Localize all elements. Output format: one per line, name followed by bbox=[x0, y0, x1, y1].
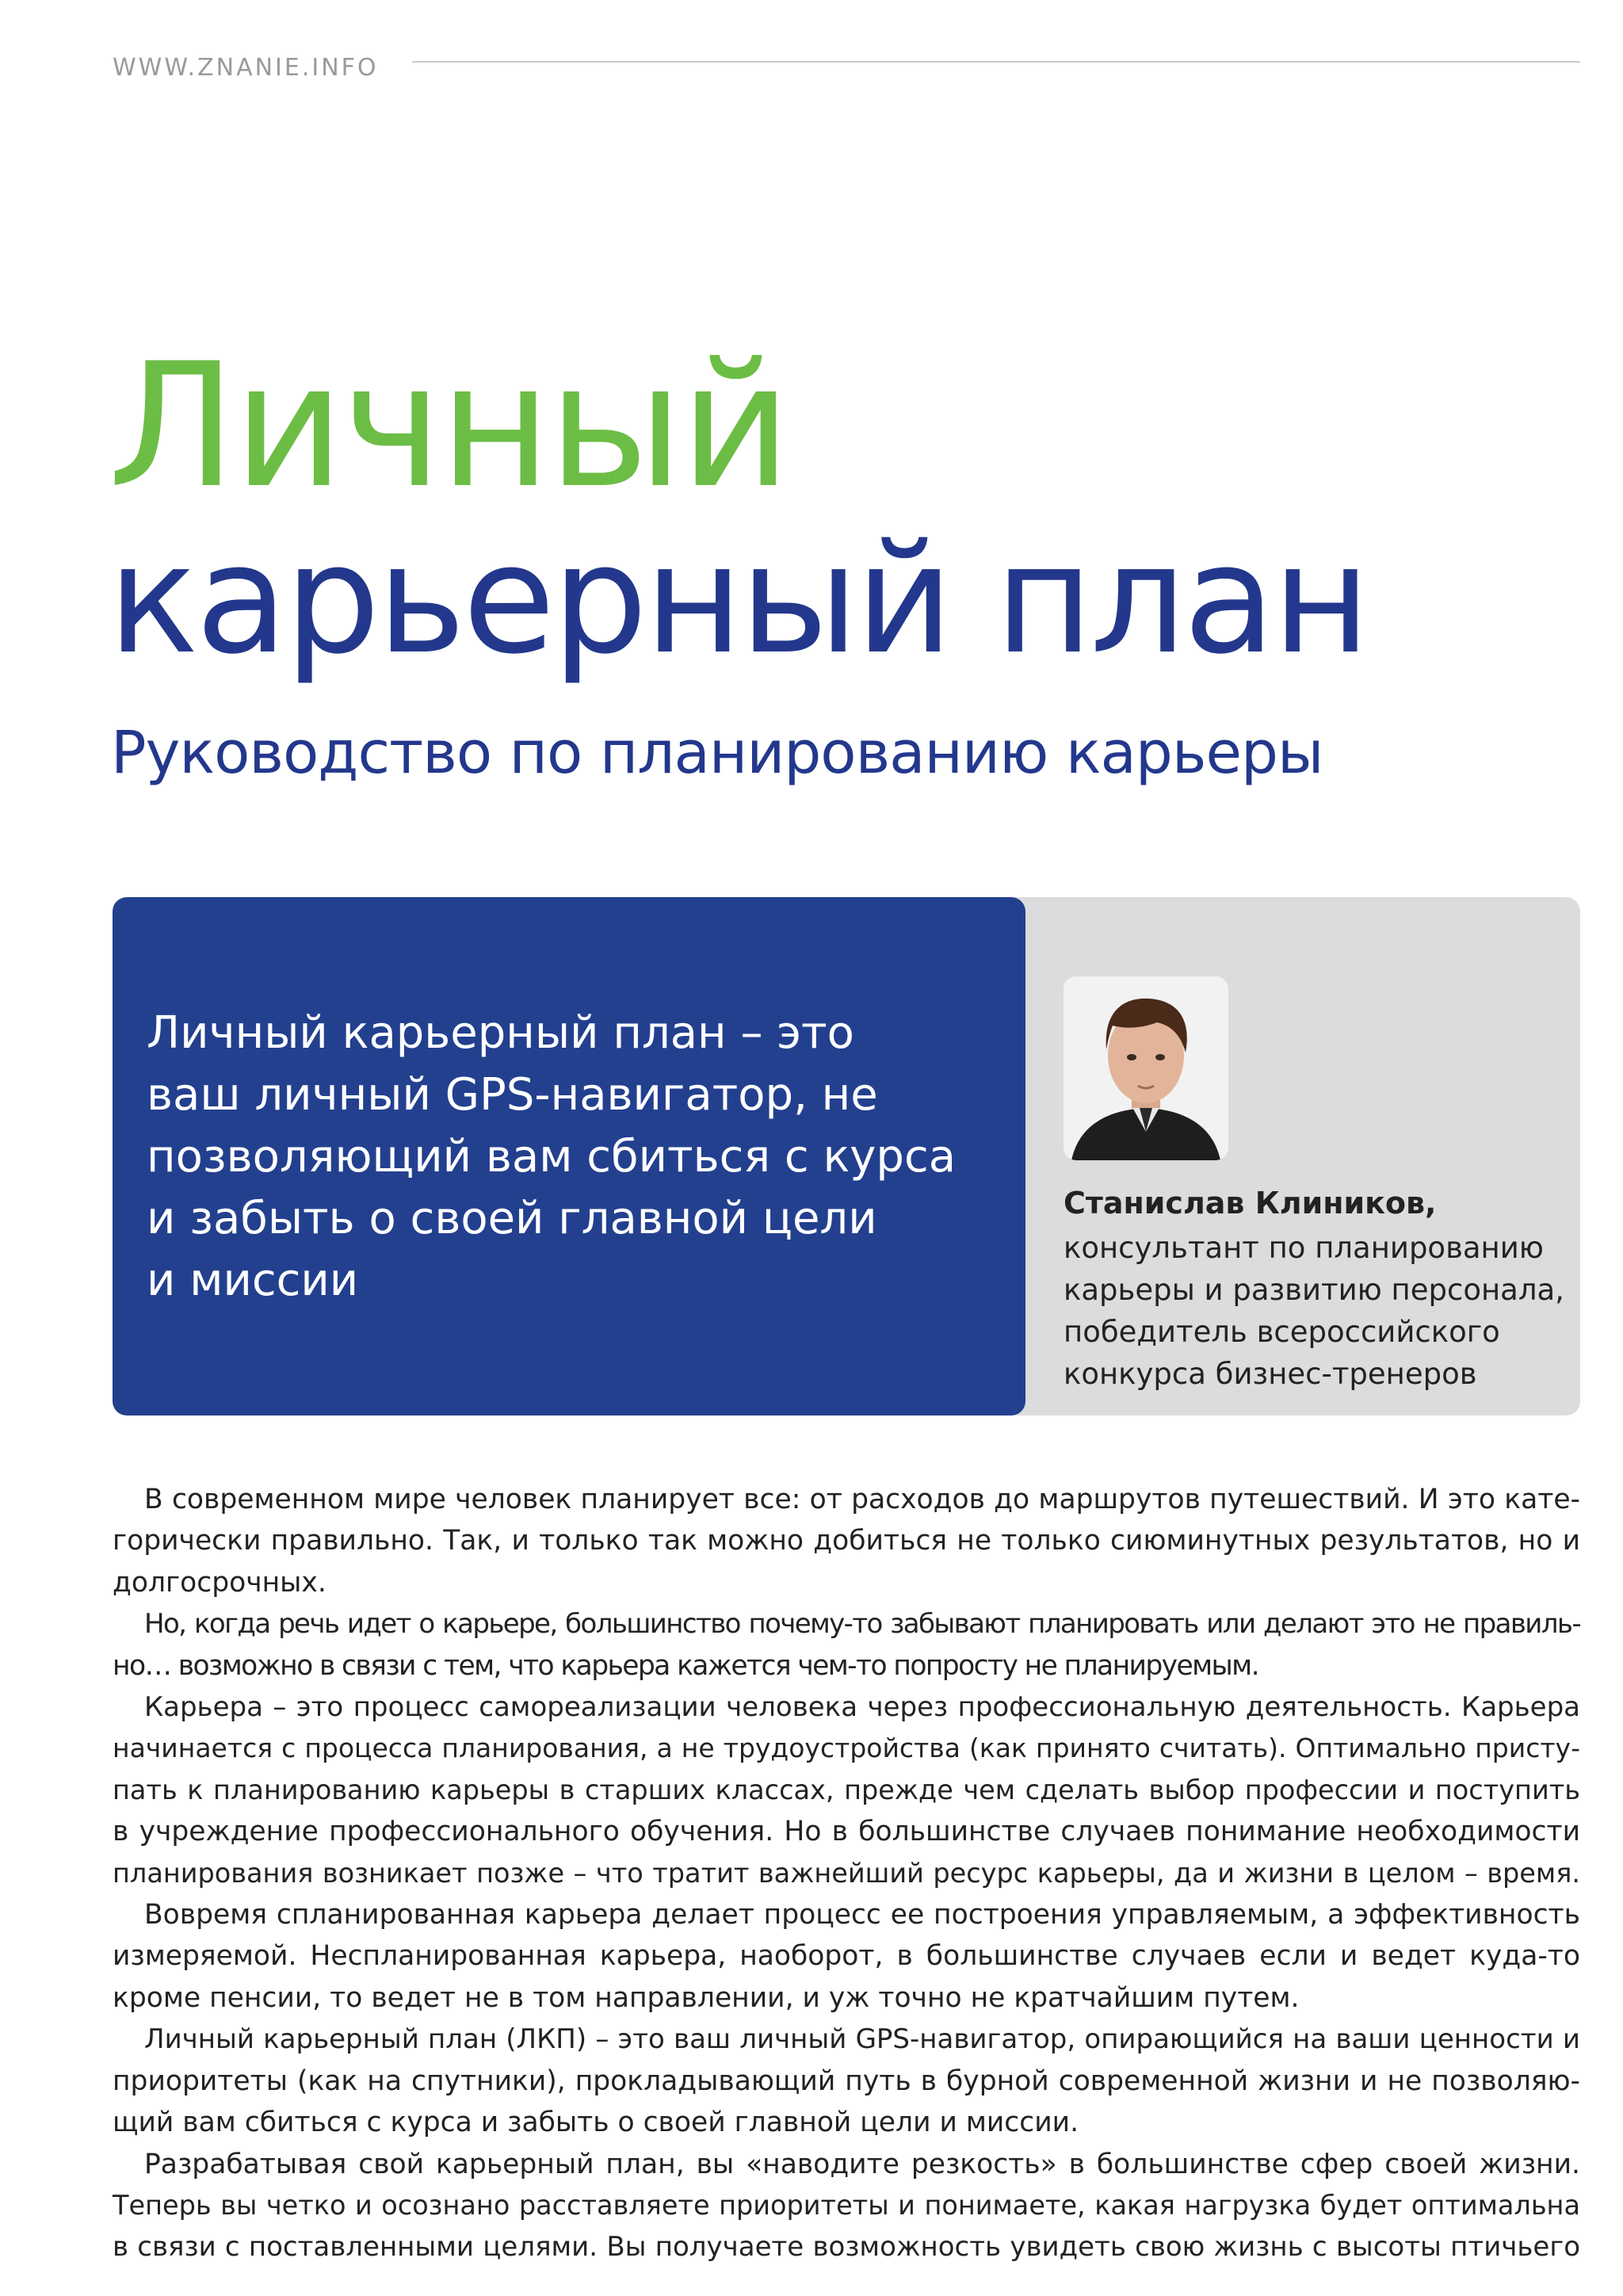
title-line-1: Личный bbox=[108, 327, 789, 525]
author-photo bbox=[1064, 976, 1228, 1160]
title-line-2: карьерный план bbox=[108, 512, 1368, 687]
body-line: В современном мире человек планирует все: от расходов до маршрутов путешествий. И это кате- bbox=[144, 1484, 1580, 1515]
author-portrait-icon bbox=[1064, 976, 1228, 1160]
body-line: Вовремя спланированная карьера делает процесс ее построения управляемым, а эффективность bbox=[144, 1899, 1580, 1931]
lead-line: и забыть о своей главной цели bbox=[147, 1193, 877, 1244]
author-role-line: победитель всероссийского bbox=[1064, 1315, 1500, 1349]
body-line: Разрабатывая свой карьерный план, вы «наводите резкость» в большинстве сфер своей жизни. bbox=[144, 2148, 1580, 2180]
body-line: но… возможно в связи с тем, что карьера кажется чем-то попросту не планируемым. bbox=[113, 1649, 1258, 1682]
body-line: измеряемой. Неспланированная карьера, наоборот, в большинстве случаев если и ведет куда-то bbox=[113, 1940, 1580, 1973]
body-line: планирования возникает позже – что тратит важнейший ресурс карьеры, да и жизни в целом – время. bbox=[113, 1857, 1580, 1889]
body-line: щий вам сбиться с курса и забыть о своей главной цели и миссии. bbox=[113, 2107, 1079, 2139]
article-body bbox=[113, 1479, 1580, 2268]
author-name: Станислав Клиников, bbox=[1064, 1186, 1437, 1221]
lead-line: Личный карьерный план – это bbox=[147, 1007, 854, 1059]
body-line: начинается с процесса планирования, а не трудоустройства (как принято считать). Оптимально присту- bbox=[113, 1733, 1580, 1764]
lead-line: ваш личный GPS-навигатор, не bbox=[147, 1069, 878, 1121]
site-url: WWW.ZNANIE.INFO bbox=[113, 54, 379, 82]
lead-line: и миссии bbox=[147, 1255, 359, 1306]
body-line: в связи с поставленными целями. Вы получаете возможность увидеть свою жизнь с высоты птичьего bbox=[113, 2231, 1580, 2264]
body-line: в учреждение профессионального обучения. Но в большинстве случаев понимание необходимости bbox=[113, 1816, 1580, 1848]
lead-line: позволяющий вам сбиться с курса bbox=[147, 1131, 957, 1182]
author-role-line: консультант по планированию bbox=[1064, 1231, 1544, 1265]
body-line: Карьера – это процесс самореализации человека через профессиональную деятельность. Карьера bbox=[144, 1691, 1580, 1724]
author-role bbox=[1064, 1227, 1571, 1395]
body-line: горически правильно. Так, и только так можно добиться не только сиюминутных результатов, но и bbox=[113, 1525, 1580, 1557]
author-role-line: конкурса бизнес-тренеров bbox=[1064, 1357, 1477, 1391]
author-role-line: карьеры и развитию персонала, bbox=[1064, 1273, 1564, 1307]
subtitle: Руководство по планированию карьеры bbox=[111, 719, 1323, 787]
body-line: приоритеты (как на спутники), прокладывающий путь в бурной современной жизни и не позволяю- bbox=[113, 2065, 1580, 2097]
lead-quote bbox=[147, 1003, 1002, 1312]
body-line: Теперь вы четко и осознано расставляете приоритеты и понимаете, какая нагрузка будет оптимальна bbox=[113, 2189, 1580, 2221]
body-line: кроме пенсии, то ведет не в том направлении, и уж точно не кратчайшим путем. bbox=[113, 1981, 1300, 2014]
body-line: Но, когда речь идет о карьере, большинство почему-то забывают планировать или делают это не правиль- bbox=[144, 1608, 1580, 1641]
body-line: пать к планированию карьеры в старших классах, прежде чем сделать выбор профессии и поступить bbox=[113, 1774, 1580, 1805]
body-line: долгосрочных. bbox=[113, 1566, 327, 1599]
header-divider bbox=[412, 61, 1580, 63]
body-line: Личный карьерный план (ЛКП) – это ваш личный GPS-навигатор, опирающийся на ваши ценности и bbox=[144, 2023, 1580, 2056]
